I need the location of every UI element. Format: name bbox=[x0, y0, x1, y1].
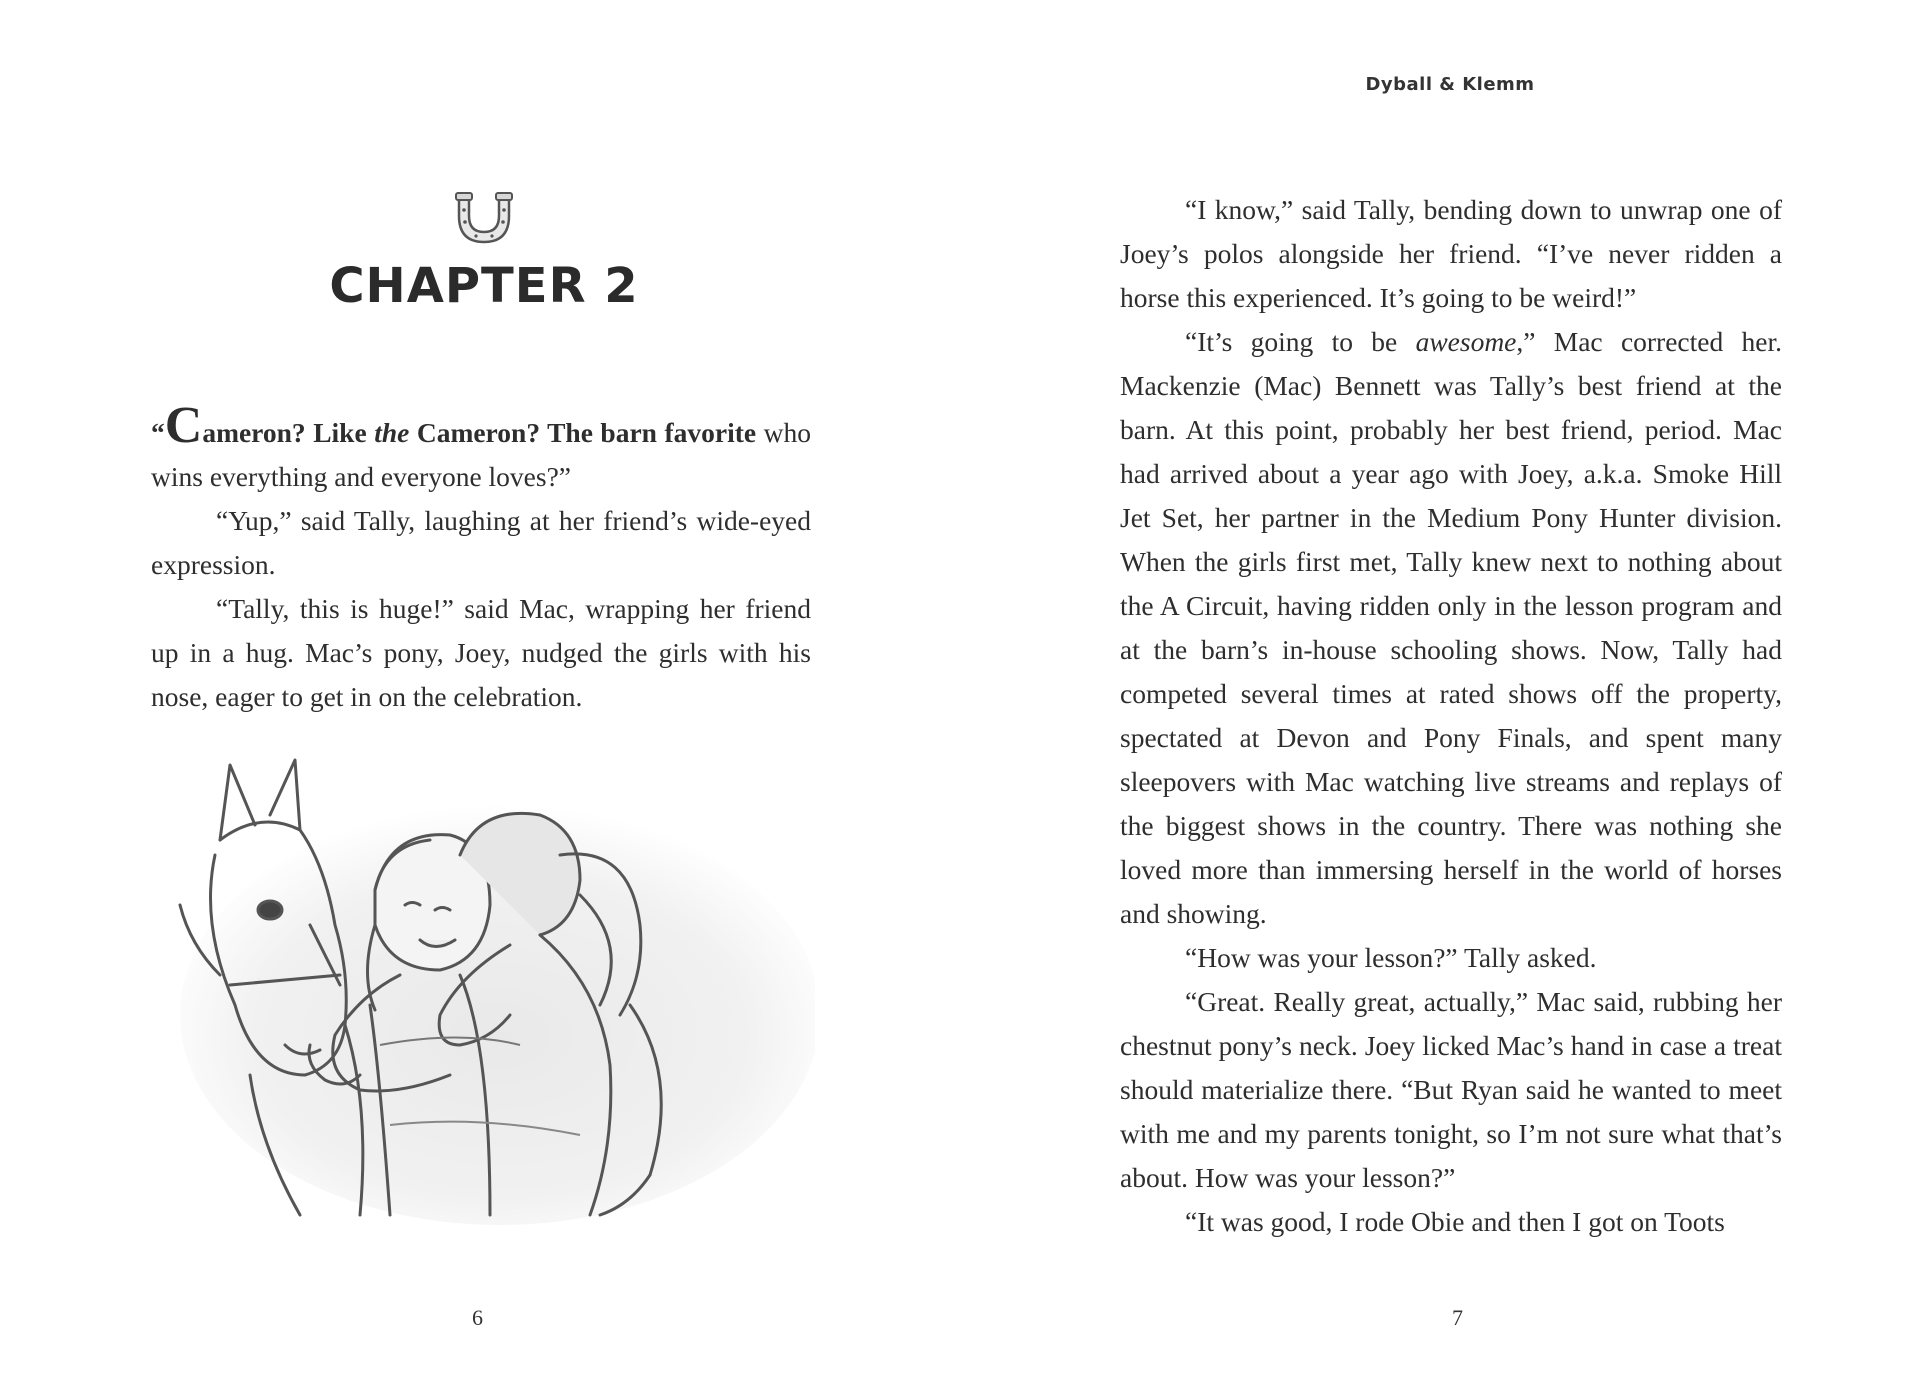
paragraph: “Tally, this is huge!” said Mac, wrapping her friend up in a hug. Mac’s pony, Joey, nudged the girls with his nose, eager to get in on the celebration. bbox=[151, 593, 811, 712]
paragraph: “Yup,” said Tally, laughing at her friend’s wide-eyed expression. bbox=[151, 505, 811, 580]
paragraph: “Great. Really great, actually,” Mac said, rubbing her chestnut pony’s neck. Joey licked Mac’s hand in case a treat should materialize there. “But Ryan said he wanted to meet with me and my parents tonight, so I’m not sure what that’s about. How was your lesson?” bbox=[1120, 986, 1782, 1193]
paragraph: “I know,” said Tally, bending down to unwrap one of Joey’s polos alongside her friend. “I’ve never ridden a horse this experienced. It’s going to be weird!” bbox=[1120, 194, 1782, 313]
paragraph: “It’s going to be awesome,” Mac corrected her. Mackenzie (Mac) Bennett was Tally’s best friend at the barn. At this point, probably her best friend, period. Mac had arrived about a year ago with Joey, a.k.a. Smoke Hill Jet Set, her partner in the Medium Pony Hunter division. When the girls first met, Tally knew next to nothing about the A Circuit, having ridden only in the lesson program and at the barn’s in-house schooling shows. Now, Tally had competed several times at rated shows off the property, spectated at Devon and Pony Finals, and spent many sleepovers with Mac watching live streams and replays of the biggest shows in the country. There was nothing she loved more than immersing herself in the world of horses and showing. bbox=[1120, 326, 1782, 929]
opening-lead: “Cameron? Like the Cameron? The barn favorite bbox=[151, 397, 757, 454]
opening-paragraph: “Cameron? Like the Cameron? The barn favorite who wins everything and everyone loves?” bbox=[151, 397, 811, 492]
drop-cap: C bbox=[164, 397, 203, 454]
left-body-text bbox=[151, 397, 811, 719]
running-head: Dyball & Klemm bbox=[1365, 74, 1535, 95]
paragraph: “How was your lesson?” Tally asked. bbox=[1185, 942, 1597, 973]
page-number-left: 6 bbox=[472, 1305, 483, 1330]
horseshoe-icon bbox=[449, 190, 519, 250]
paragraph: “It was good, I rode Obie and then I got on Toots bbox=[1185, 1206, 1725, 1237]
chapter-title: CHAPTER 2 bbox=[329, 258, 639, 314]
right-body-text bbox=[1120, 188, 1782, 1244]
page-number-right: 7 bbox=[1452, 1305, 1463, 1330]
sketch-illustration bbox=[160, 745, 815, 1225]
